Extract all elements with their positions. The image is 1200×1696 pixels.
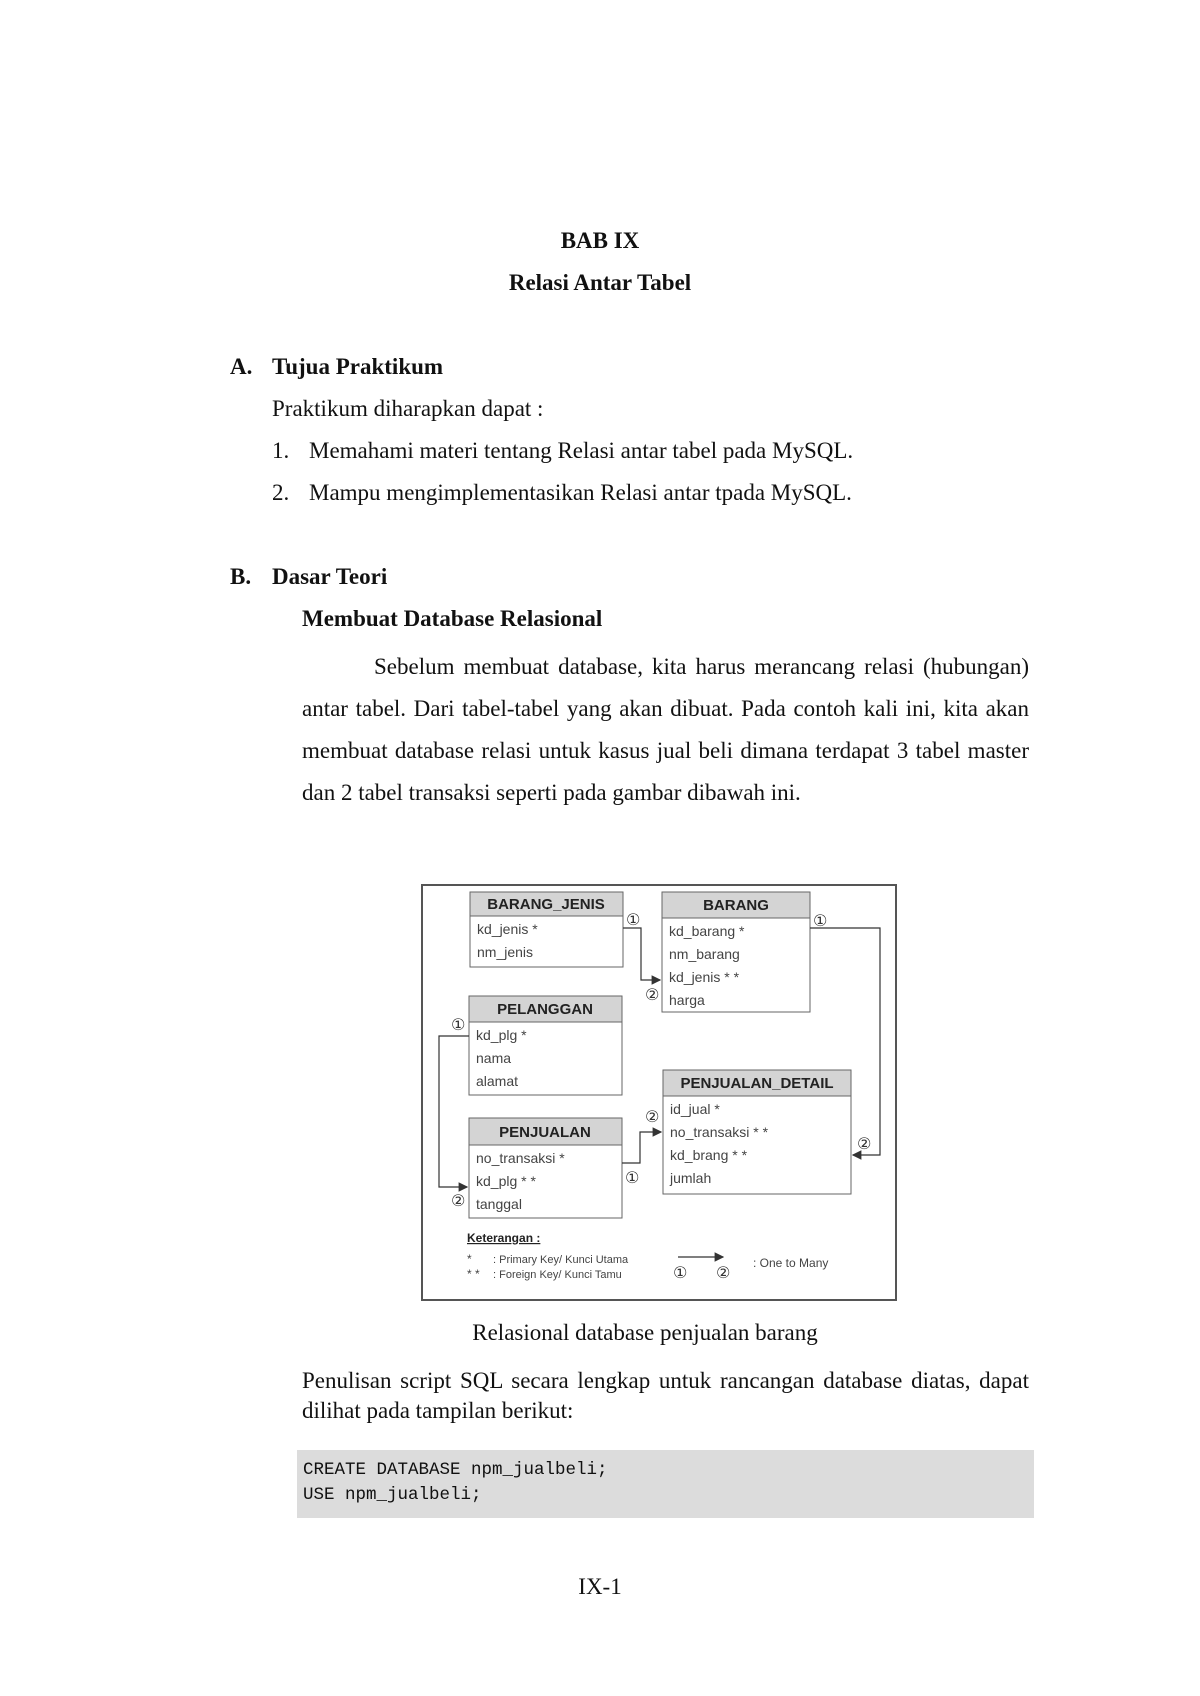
table-field: kd_plg * — [476, 1027, 527, 1043]
table-field: kd_jenis * — [477, 921, 538, 937]
many-marker: ② — [451, 1193, 466, 1210]
chapter-number: BAB IX — [560, 228, 640, 253]
many-marker: ② — [645, 1109, 660, 1126]
table-title: BARANG_JENIS — [487, 896, 605, 913]
many-marker: ② — [716, 1265, 731, 1282]
table-title: PENJUALAN_DETAIL — [680, 1075, 834, 1092]
one-marker: ① — [626, 912, 641, 929]
one-marker: ① — [625, 1170, 640, 1187]
table-field: kd_barang * — [669, 923, 745, 939]
table-field: no_transaksi * — [476, 1150, 565, 1166]
table-field: harga — [669, 992, 705, 1008]
relation-line — [439, 1036, 469, 1187]
list-item-text: Memahami materi tentang Relasi antar tabel pada MySQL. — [309, 438, 854, 463]
table-field: nm_jenis — [477, 944, 534, 960]
table-field: tanggal — [476, 1196, 522, 1212]
legend-fk-text: : Foreign Key/ Kunci Tamu — [493, 1269, 622, 1281]
section-a-letter: A. — [230, 354, 253, 379]
one-marker: ① — [673, 1265, 688, 1282]
table-pelanggan — [469, 996, 622, 1095]
table-field: nm_barang — [669, 946, 740, 962]
table-field: kd_brang * * — [670, 1147, 748, 1163]
list-item-number: 1. — [272, 438, 290, 463]
script-intro: Penulisan script SQL secara lengkap untuk rancangan database diatas, dapat dilihat pada tampilan berikut: — [302, 1368, 1029, 1423]
figure-caption: Relasional database penjualan barang — [472, 1320, 818, 1345]
relation-line — [623, 928, 660, 980]
legend-pk-text: : Primary Key/ Kunci Utama — [493, 1254, 629, 1266]
table-title: BARANG — [703, 897, 769, 914]
table-field: kd_jenis * * — [669, 969, 740, 985]
list-item-number: 2. — [272, 480, 290, 505]
table-field: no_transaksi * * — [670, 1124, 769, 1140]
section-b-subheading: Membuat Database Relasional — [302, 606, 603, 631]
erd-figure — [421, 884, 897, 1301]
body-paragraph-text: Sebelum membuat database, kita harus merancang relasi (hubungan) antar tabel. Dari tabel-tabel yang akan dibuat. Pada contoh kali ini, kita akan membuat database relasi untuk kasus jual beli dimana terdapat 3 tabel master dan 2 tabel transaksi seperti pada gambar dibawah ini. — [302, 654, 1029, 805]
table-field: alamat — [476, 1073, 519, 1089]
table-barang-jenis — [470, 892, 623, 967]
page-number: IX-1 — [578, 1574, 622, 1599]
list-item-text: Mampu mengimplementasikan Relasi antar tpada MySQL. — [309, 480, 852, 505]
table-field: kd_plg * * — [476, 1173, 536, 1189]
table-penjualan-detail — [663, 1070, 851, 1194]
section-a-heading: Tujua Praktikum — [272, 354, 444, 379]
body-paragraph — [302, 646, 1029, 814]
table-field: jumlah — [670, 1170, 712, 1186]
section-b-heading: Dasar Teori — [272, 564, 388, 589]
table-barang — [662, 892, 810, 1012]
legend-fk-symbol: * * — [467, 1267, 480, 1281]
erd-diagram — [423, 886, 895, 1299]
many-marker: ② — [857, 1136, 872, 1153]
code-line: CREATE DATABASE npm_jualbeli; — [303, 1460, 608, 1480]
code-block — [297, 1450, 1034, 1518]
legend — [467, 1231, 828, 1282]
legend-pk-symbol: * — [467, 1252, 472, 1266]
chapter-title: Relasi Antar Tabel — [508, 270, 692, 295]
relation-line — [622, 1132, 661, 1163]
legend-title: Keterangan : — [467, 1231, 541, 1245]
one-marker: ① — [451, 1017, 466, 1034]
section-a-intro: Praktikum diharapkan dapat : — [272, 396, 544, 421]
section-b-letter: B. — [230, 564, 252, 589]
table-title: PENJUALAN — [499, 1124, 591, 1141]
table-title: PELANGGAN — [497, 1001, 593, 1018]
one-marker: ① — [813, 913, 828, 930]
code-line: USE npm_jualbeli; — [303, 1485, 482, 1505]
table-penjualan — [469, 1118, 622, 1218]
many-marker: ② — [645, 987, 660, 1004]
table-field: nama — [476, 1050, 512, 1066]
table-field: id_jual * — [670, 1101, 720, 1117]
legend-relation-text: : One to Many — [753, 1256, 829, 1270]
